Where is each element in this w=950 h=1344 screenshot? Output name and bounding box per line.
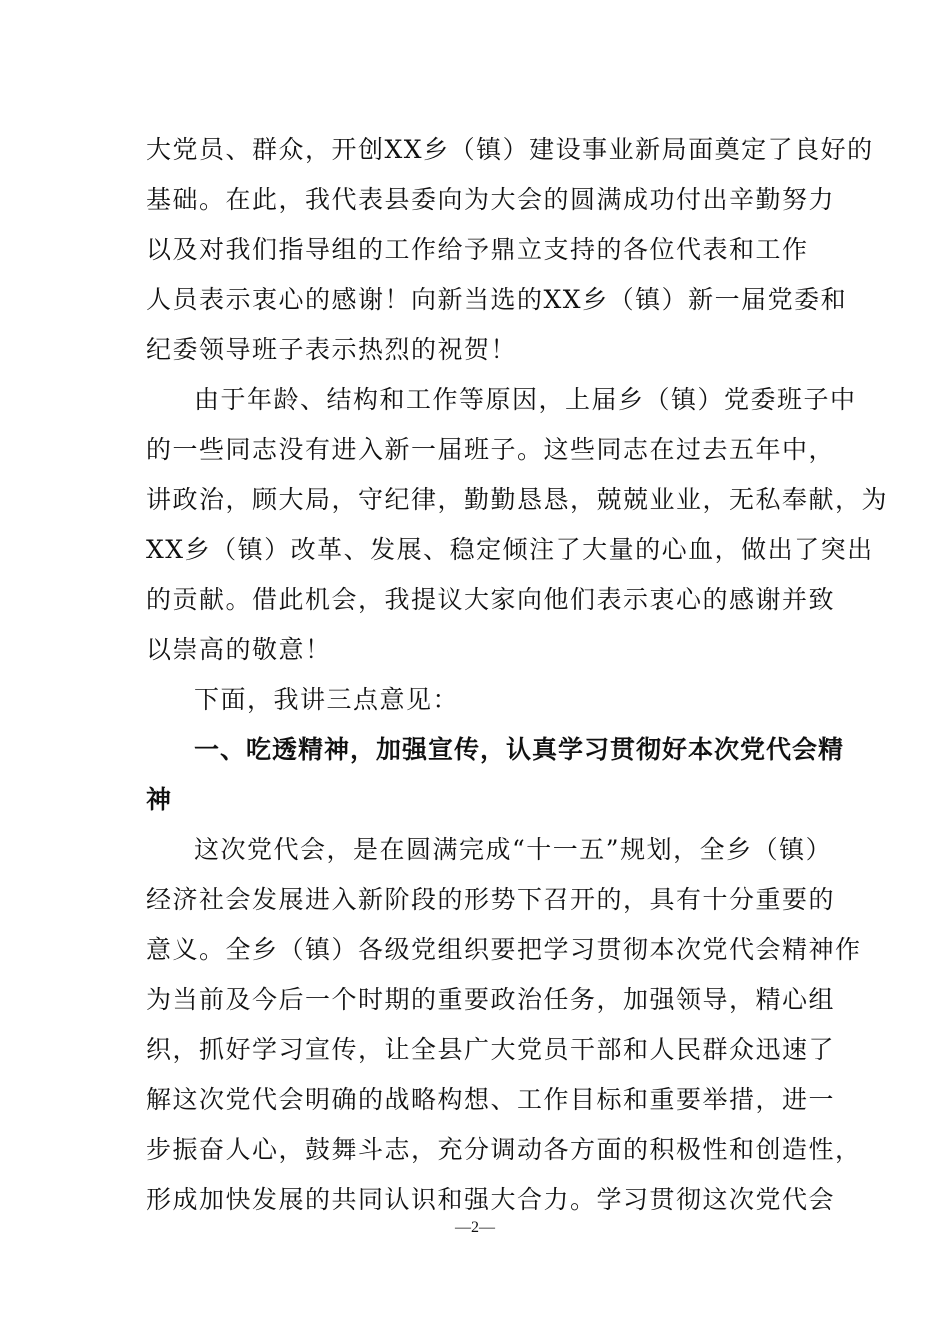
paragraph-line: 以崇高的敬意！ [146,635,332,664]
paragraph-line: 讲政治，顾大局，守纪律，勤勤恳恳，兢兢业业，无私奉献，为 [146,485,889,514]
paragraph-line: 意义。全乡（镇）各级党组织要把学习贯彻本次党代会精神作 [146,935,862,964]
paragraph-line: 为当前及今后一个时期的重要政治任务，加强领导，精心组 [146,985,836,1014]
paragraph-line: 下面，我讲三点意见： [194,685,460,714]
paragraph-line: 基础。在此，我代表县委向为大会的圆满成功付出辛勤努力 [146,185,836,214]
paragraph-line: 人员表示衷心的感谢！向新当选的XX乡（镇）新一届党委和 [146,285,848,314]
paragraph-line: 织，抓好学习宣传，让全县广大党员干部和人民群众迅速了 [146,1035,836,1064]
paragraph-line: 形成加快发展的共同认识和强大合力。学习贯彻这次党代会 [146,1185,836,1214]
paragraph-line: 经济社会发展进入新阶段的形势下召开的，具有十分重要的 [146,885,836,914]
paragraph-line: 纪委领导班子表示热烈的祝贺！ [146,335,518,364]
paragraph-line: 这次党代会，是在圆满完成“十一五”规划，全乡（镇） [194,835,833,864]
section-heading: 一、吃透精神，加强宣传，认真学习贯彻好本次党代会精 [194,735,845,764]
paragraph-line: 步振奋人心，鼓舞斗志，充分调动各方面的积极性和创造性， [146,1135,862,1164]
paragraph-line: 以及对我们指导组的工作给予鼎立支持的各位代表和工作 [146,235,809,264]
paragraph-line: 由于年龄、结构和工作等原因，上届乡（镇）党委班子中 [194,385,857,414]
section-heading-continued: 神 [146,785,173,814]
paragraph-line: 大党员、群众，开创XX乡（镇）建设事业新局面奠定了良好的 [146,135,874,164]
page-number: —2— [455,1219,495,1236]
paragraph-line: 的一些同志没有进入新一届班子。这些同志在过去五年中， [146,435,836,464]
paragraph-line: XX乡（镇）改革、发展、稳定倾注了大量的心血，做出了突出 [146,535,874,564]
paragraph-line: 解这次党代会明确的战略构想、工作目标和重要举措，进一 [146,1085,836,1114]
paragraph-line: 的贡献。借此机会，我提议大家向他们表示衷心的感谢并致 [146,585,836,614]
